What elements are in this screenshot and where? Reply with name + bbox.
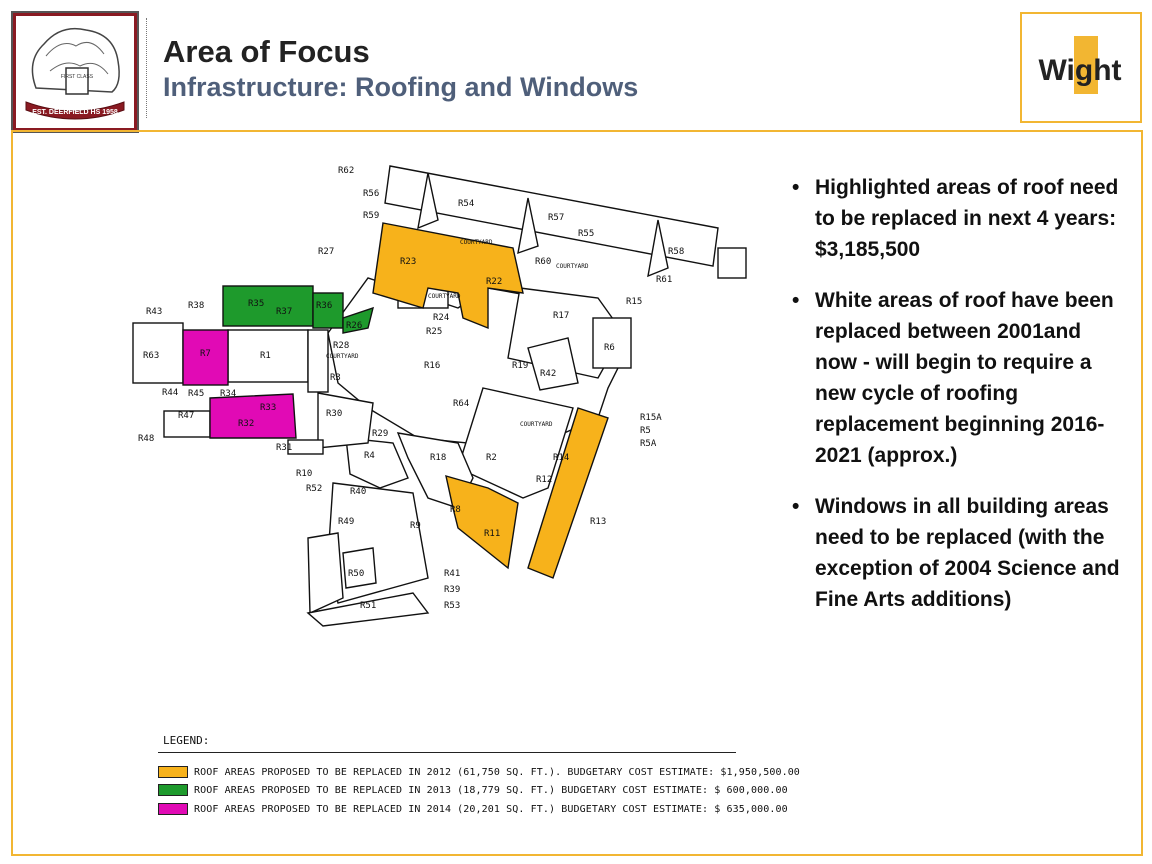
plan-label: R1: [260, 351, 271, 361]
bullet-item: [790, 285, 1120, 471]
page-title: Area of Focus: [163, 34, 370, 69]
wight-logo: [1020, 12, 1142, 123]
bullet-dot-icon: •: [792, 176, 800, 199]
plan-label: R30: [326, 409, 343, 419]
legend-swatch-green: [158, 784, 188, 796]
plan-label: R34: [220, 389, 237, 399]
plan-label: R54: [458, 199, 475, 209]
plan-label: R17: [553, 311, 570, 321]
plan-label: R15A: [640, 413, 662, 423]
plan-label: R10: [296, 469, 313, 479]
plan-area-r35-green: [223, 286, 313, 326]
plan-label: R4: [364, 451, 375, 461]
plan-label: R15: [626, 297, 643, 307]
plan-label: R31: [276, 443, 293, 453]
plan-label: R37: [276, 307, 293, 317]
plan-label: R42: [540, 369, 557, 379]
plan-area-r58-annex: [718, 248, 746, 278]
plan-label: R6: [604, 343, 615, 353]
bullet-text: Highlighted areas of roof need to be replaced in next 4 years: $3,185,500: [815, 176, 1119, 261]
plan-area-r30: [318, 393, 373, 448]
bullet-item: [790, 491, 1120, 615]
plan-label: R9: [410, 521, 421, 531]
plan-label: R11: [484, 529, 501, 539]
plan-label: R44: [162, 388, 179, 398]
plan-label: R39: [444, 585, 461, 595]
plan-label: R47: [178, 411, 195, 421]
wight-logo-icon: [1022, 14, 1140, 121]
plan-label: R49: [338, 517, 355, 527]
plan-label: R28: [333, 341, 350, 351]
crest-icon: [16, 16, 134, 128]
plan-label: R52: [306, 484, 323, 494]
plan-label: COURTYARD: [326, 353, 359, 360]
header-divider: [146, 18, 148, 118]
page-subtitle: Infrastructure: Roofing and Windows: [163, 72, 639, 102]
legend-row-text: ROOF AREAS PROPOSED TO BE REPLACED IN 2012 (61,750 SQ. FT.). BUDGETARY COST ESTIMATE: $1,950,500.00: [194, 766, 800, 778]
crest-bottom-text: EST. DEERFIELD HS 1958: [32, 109, 118, 116]
plan-label: R33: [260, 403, 277, 413]
plan-label: R2: [486, 453, 497, 463]
plan-label: R35: [248, 299, 265, 309]
plan-label: R40: [350, 487, 367, 497]
wight-logo-text: Wight: [1038, 54, 1122, 87]
plan-area-r4: [346, 438, 408, 488]
plan-label: R61: [656, 275, 673, 285]
plan-label: R57: [548, 213, 565, 223]
legend-row-2013: [158, 783, 788, 797]
plan-label: R14: [553, 453, 570, 463]
plan-label: R26: [346, 321, 363, 331]
plan-area-r9: [328, 483, 428, 603]
legend-row-text: ROOF AREAS PROPOSED TO BE REPLACED IN 2014 (20,201 SQ. FT.) BUDGETARY COST ESTIMATE: $ 635,000.00: [194, 803, 788, 815]
bullet-list: [790, 172, 1120, 635]
plan-area-r50: [343, 548, 376, 588]
plan-label: R16: [424, 361, 441, 371]
plan-label: R64: [453, 399, 470, 409]
plan-label: R60: [535, 257, 552, 267]
plan-label: COURTYARD: [556, 263, 589, 270]
plan-label: R56: [363, 189, 380, 199]
plan-label: COURTYARD: [428, 293, 461, 300]
plan-label: R25: [426, 327, 443, 337]
legend-title: LEGEND:: [163, 734, 210, 747]
plan-area-r28: [308, 330, 328, 392]
plan-label: R27: [318, 247, 335, 257]
plan-label: R12: [536, 475, 553, 485]
plan-label: R53: [444, 601, 461, 611]
plan-label: R3: [330, 373, 341, 383]
plan-label: R62: [338, 166, 355, 176]
plan-area-r31: [288, 440, 323, 454]
plan-label: R23: [400, 257, 417, 267]
plan-label: R50: [348, 569, 365, 579]
plan-area-r32-r33-magenta: [210, 394, 296, 438]
plan-label: R58: [668, 247, 685, 257]
plan-label: R38: [188, 301, 205, 311]
plan-label: R43: [146, 307, 163, 317]
plan-label: R41: [444, 569, 461, 579]
school-crest-logo: [13, 13, 137, 131]
plan-legend: [158, 734, 800, 820]
plan-label: R18: [430, 453, 447, 463]
legend-row-text: ROOF AREAS PROPOSED TO BE REPLACED IN 2013 (18,779 SQ. FT.) BUDGETARY COST ESTIMATE: $ 600,000.00: [194, 784, 788, 796]
legend-row-2014: [158, 802, 788, 816]
plan-label: R19: [512, 361, 529, 371]
roof-plan-diagram: [128, 158, 758, 628]
plan-label: COURTYARD: [460, 239, 493, 246]
plan-label: R63: [143, 351, 160, 361]
plan-label: R48: [138, 434, 155, 444]
plan-label: R32: [238, 419, 255, 429]
plan-label: R22: [486, 277, 503, 287]
plan-label: R24: [433, 313, 450, 323]
crest-top-text: FIRST CLASS: [60, 74, 94, 80]
plan-label: R51: [360, 601, 377, 611]
plan-label: R59: [363, 211, 380, 221]
plan-label: R36: [316, 301, 333, 311]
plan-label: R5: [640, 426, 651, 436]
plan-label: R7: [200, 349, 211, 359]
bullet-dot-icon: •: [792, 289, 800, 312]
legend-swatch-orange: [158, 766, 188, 778]
legend-rule: [158, 752, 736, 753]
plan-label: R5A: [640, 439, 657, 449]
bullet-text: White areas of roof have been replaced between 2001and now - will begin to require a new cycle of roofing replacement beginning 2016-2021 (approx.): [815, 289, 1114, 467]
bullet-dot-icon: •: [792, 495, 800, 518]
plan-label: COURTYARD: [520, 421, 553, 428]
bullet-item: [790, 172, 1120, 265]
plan-label: R8: [450, 505, 461, 515]
legend-swatch-magenta: [158, 803, 188, 815]
plan-label: R45: [188, 389, 205, 399]
bullet-text: Windows in all building areas need to be replaced (with the exception of 2004 Science and Fine Arts additions): [815, 495, 1120, 611]
plan-label: R13: [590, 517, 607, 527]
plan-area-r49: [308, 533, 343, 613]
legend-row-2012: [158, 765, 800, 779]
plan-label: R29: [372, 429, 389, 439]
plan-label: R55: [578, 229, 595, 239]
